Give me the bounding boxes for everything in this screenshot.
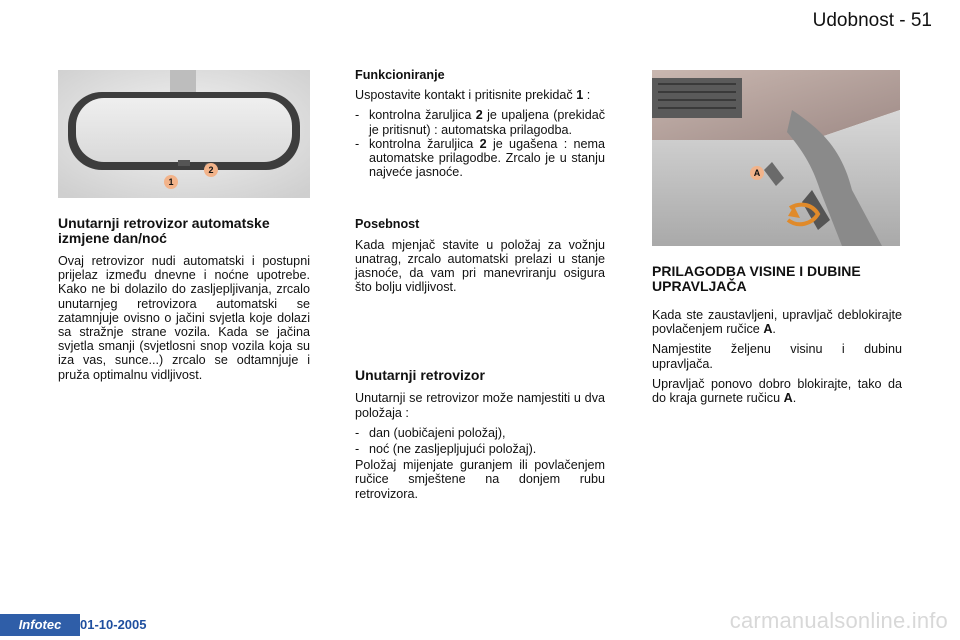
func-item: - kontrolna žaruljica 2 je upaljena (prekidač je pritisnut) : automatska prilagodba. xyxy=(355,108,606,137)
retro-intro: Unutarnji se retrovizor može namjestiti u dva položaja : xyxy=(355,391,605,420)
retro-item-text: noć (ne zasljepljujući položaj). xyxy=(369,442,537,457)
section-title-auto-mirror: Unutarnji retrovizor automatske izmjene dan/noć xyxy=(58,215,270,246)
steering-p2: Namjestite željenu visinu i dubinu upravljača. xyxy=(652,342,902,371)
callout-a: A xyxy=(750,166,764,180)
func-intro-text: Uspostavite kontakt i pritisnite prekidač xyxy=(355,88,573,103)
func-item-pre: kontrolna žaruljica xyxy=(369,136,474,151)
steering-title-line2: UPRAVLJAČA xyxy=(652,278,747,294)
func-item-pre: kontrolna žaruljica xyxy=(369,108,472,123)
page-header: Udobnost - 51 xyxy=(812,10,932,31)
steering-p3-ref: A xyxy=(783,391,793,406)
retro-outro: Položaj mijenjate guranjem ili povlačenjem ručice smještene na donjem rubu retrovizora. xyxy=(355,458,605,501)
steering-p1: Kada ste zaustavljeni, upravljač deblokirajte povlačenjem ručice A. xyxy=(652,308,902,337)
auto-mirror-body: Ovaj retrovizor nudi automatski i postupni prijelaz između dnevne i noćne upotrebe. Kako ne bi dolazilo do zasljepljivanja, zrcalo unutarnjeg retrovizora automatski se zatamnjuje ovisno o jačini svjetla koje dolazi sa stražnje strane vozila. Kada se jačina svjetla smanji (svjetlosni snop vozila koja su iza vas, sunce...) zrcalo se odtamnjuje i pruža optimalnu vidljivost. xyxy=(58,254,310,382)
func-item: - kontrolna žaruljica 2 je ugašena : nema automatske prilagodbe. Zrcalo je u stanju najveće jasnoće. xyxy=(355,136,605,180)
steering-p3: Upravljač ponovo dobro blokirajte, tako da do kraja gurnete ručicu A. xyxy=(652,376,902,406)
func-item-num: 2 xyxy=(475,108,483,123)
mirror-image xyxy=(58,70,310,198)
func-item-post: je ugašena : nema automatske prilagodbe. Zrcalo je u stanju najveće jasnoće. xyxy=(369,136,605,180)
func-item-num: 2 xyxy=(479,136,487,151)
func-intro xyxy=(355,88,605,102)
section-title-mirror: Unutarnji retrovizor xyxy=(355,367,485,384)
steering-p1-ref: A xyxy=(763,322,773,337)
posebnost-title: Posebnost xyxy=(355,217,420,232)
retro-item: - dan (uobičajeni položaj), xyxy=(355,426,605,440)
section-title-steering xyxy=(652,264,902,294)
steering-image xyxy=(652,70,900,246)
steering-column-illustration xyxy=(652,70,900,246)
footer-date: 01-10-2005 xyxy=(80,617,147,632)
func-intro-colon: : xyxy=(586,88,591,103)
right-column xyxy=(652,264,902,411)
retro-item-text: dan (uobičajeni položaj), xyxy=(369,425,506,440)
func-item-post: je upaljena (prekidač je pritisnut) : automatska prilagodba. xyxy=(369,108,606,137)
retro-item: - noć (ne zasljepljujući položaj). xyxy=(355,442,605,456)
steering-p3-text: Upravljač ponovo dobro blokirajte, tako da do kraja gurnete ručicu xyxy=(652,376,902,406)
callout-2: 2 xyxy=(204,163,218,177)
func-title: Funkcioniranje xyxy=(355,68,445,82)
infotec-badge: Infotec xyxy=(0,614,80,636)
func-intro-num: 1 xyxy=(576,88,584,103)
steering-title-line1: PRILAGODBA VISINE I DUBINE xyxy=(652,263,861,279)
middle-column xyxy=(355,68,605,507)
rearview-mirror-illustration xyxy=(58,70,310,198)
steering-p1-text: Kada ste zaustavljeni, upravljač deblokirajte povlačenjem ručice xyxy=(652,308,902,337)
callout-1: 1 xyxy=(164,175,178,189)
left-column xyxy=(58,216,310,388)
posebnost-body: Kada mjenjač stavite u položaj za vožnju unatrag, zrcalo automatski prelazi u stanje jasnoće, da vam pri manevriranju osigura što bolju vidljivost. xyxy=(355,237,605,295)
watermark-url: carmanualsonline.info xyxy=(729,608,948,633)
